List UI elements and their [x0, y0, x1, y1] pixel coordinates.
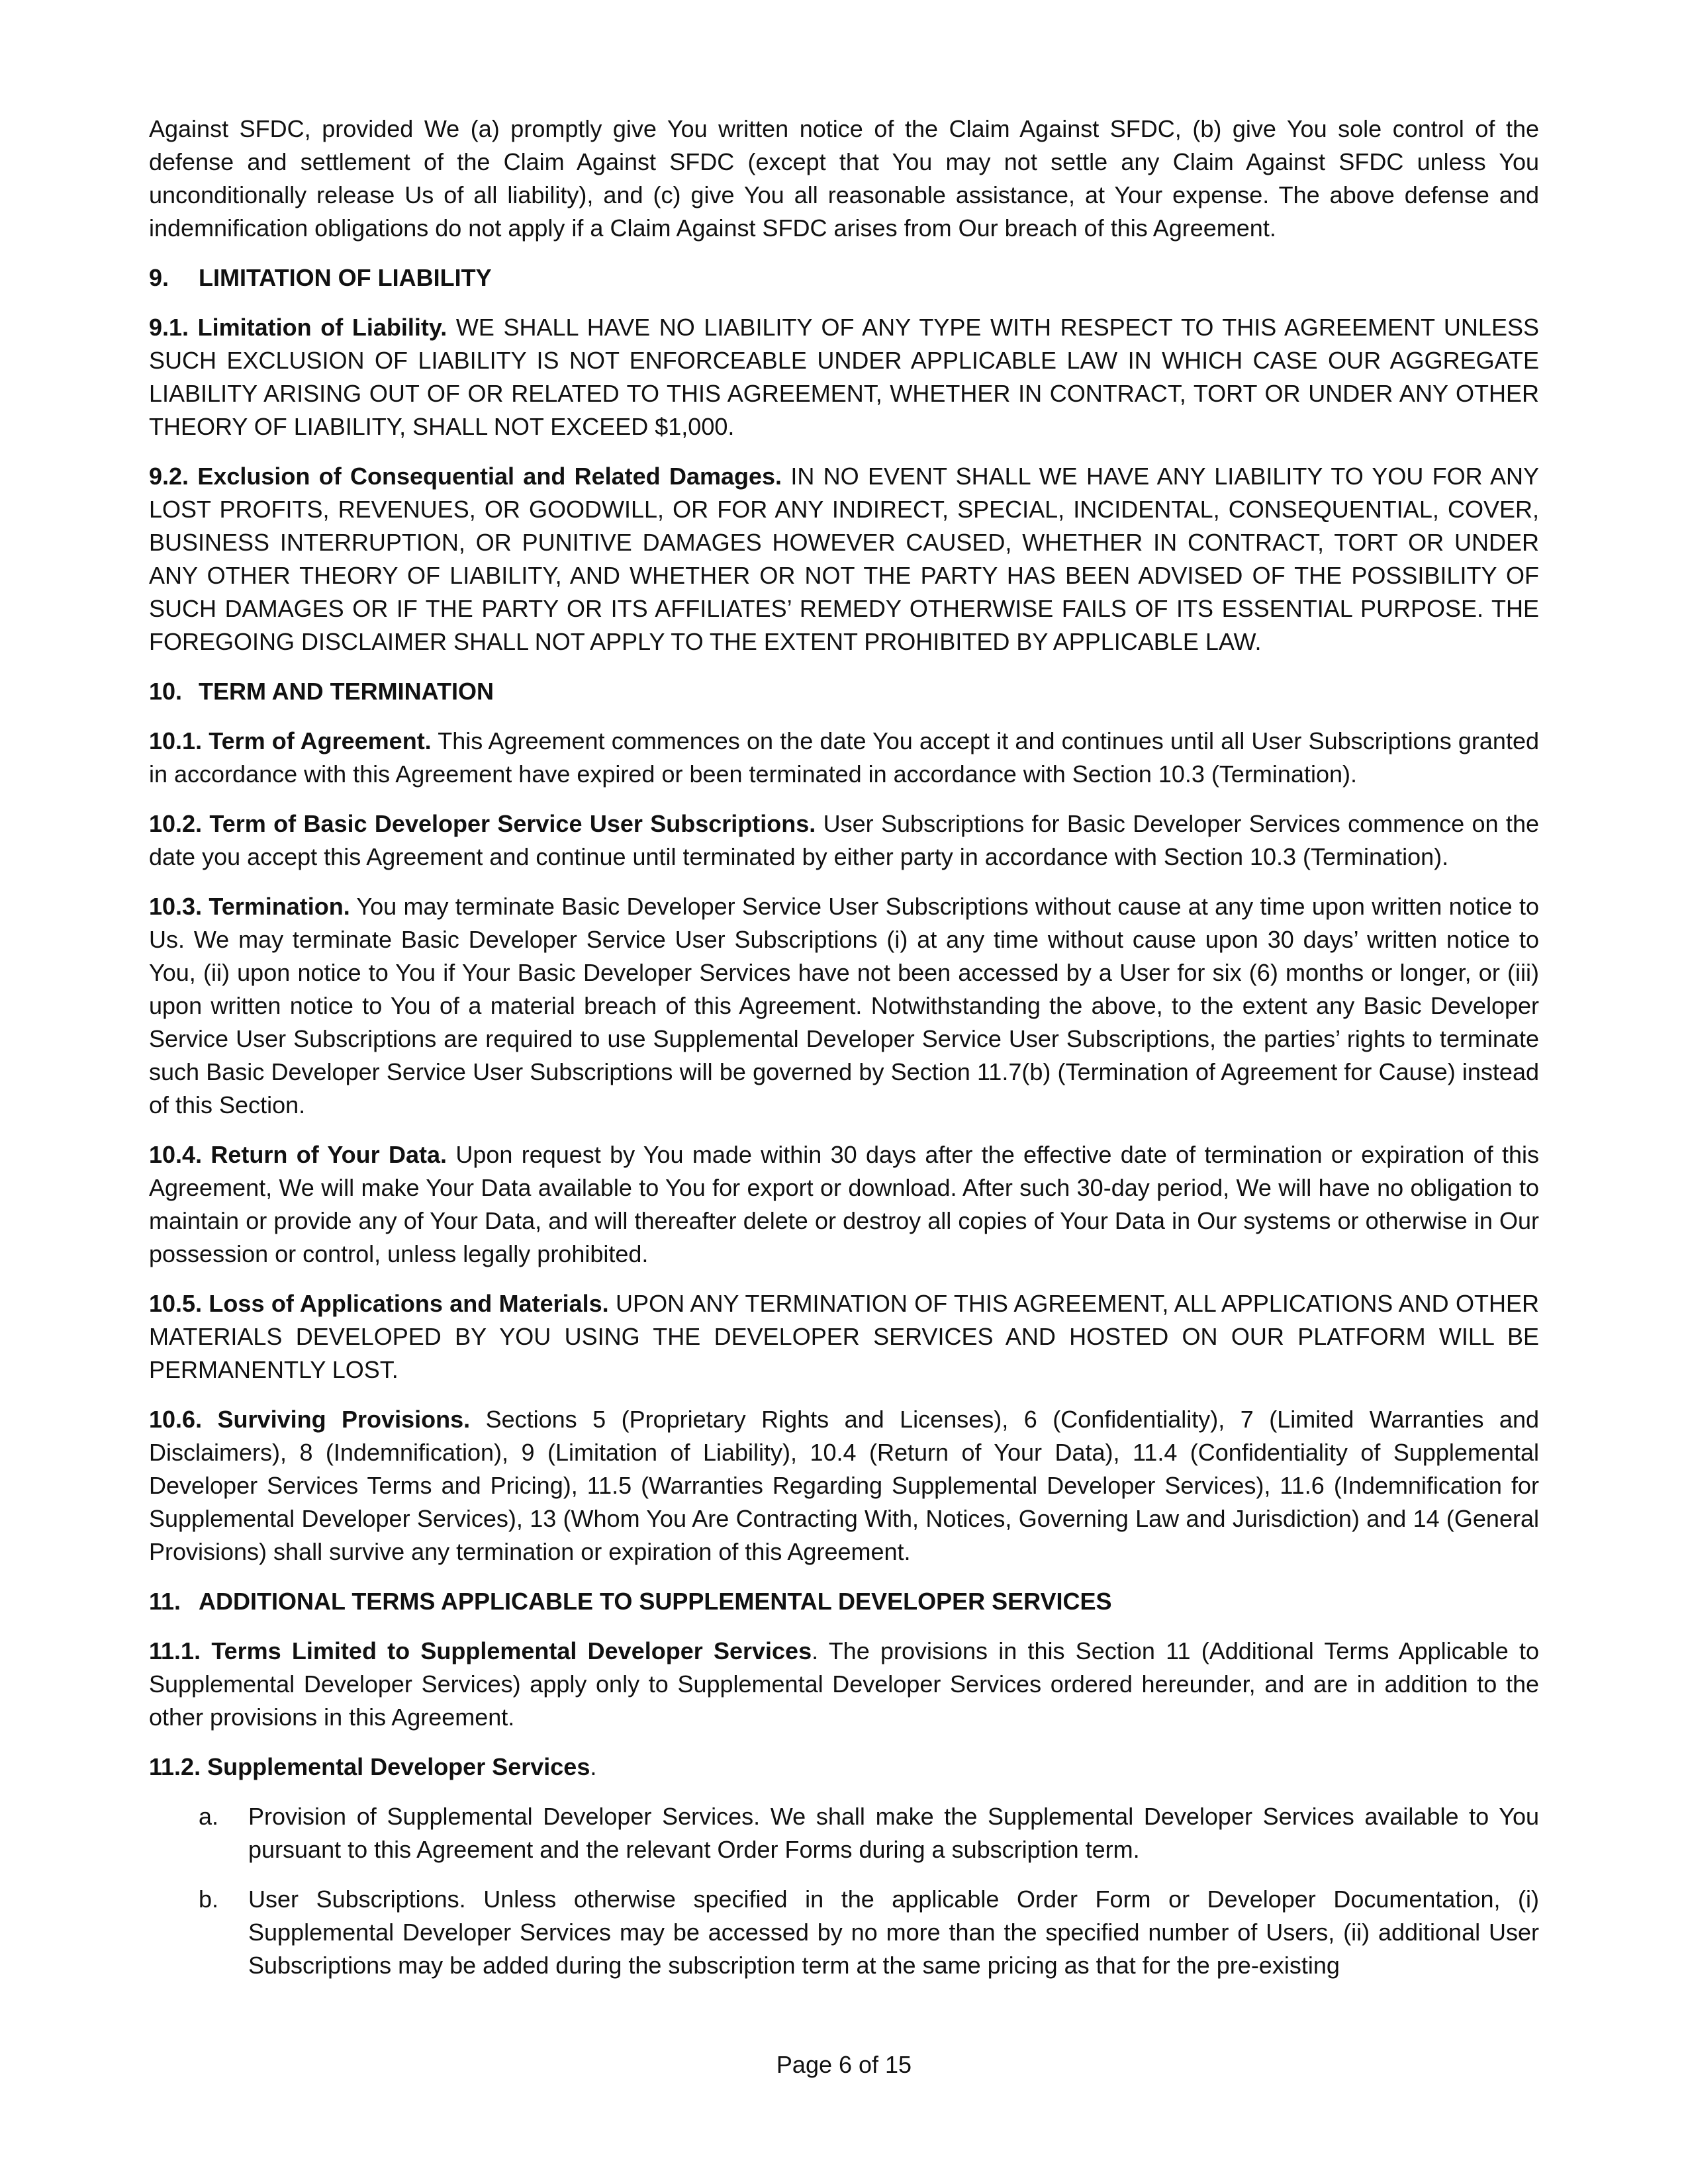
- section-number: 9.: [149, 264, 169, 291]
- clause-title: 9.1. Limitation of Liability.: [149, 314, 447, 341]
- section-title: ADDITIONAL TERMS APPLICABLE TO SUPPLEMENTAL DEVELOPER SERVICES: [199, 1588, 1112, 1615]
- clause-text: IN NO EVENT SHALL WE HAVE ANY LIABILITY TO YOU FOR ANY LOST PROFITS, REVENUES, OR GOODWILL, OR FOR ANY INDIRECT, SPECIAL, INCIDENTAL, CONSEQUENTIAL, COVER, BUSINESS INTERRUPTION, OR PUNITIVE DAMAGES HOWEVER CAUSED, WHETHER IN CONTRACT, TORT OR UNDER ANY OTHER THEORY OF LIABILITY, AND WHETHER OR NOT THE PARTY HAS BEEN ADVISED OF THE POSSIBILITY OF SUCH DAMAGES OR IF THE PARTY OR ITS AFFILIATES’ REMEDY OTHERWISE FAILS OF ITS ESSENTIAL PURPOSE. THE FOREGOING DISCLAIMER SHALL NOT APPLY TO THE EXTENT PROHIBITED BY APPLICABLE LAW.: [149, 463, 1539, 655]
- clause-title: 10.3. Termination.: [149, 893, 350, 920]
- clause-text: User Subscriptions for Basic Developer Services commence on the date you accept this Agreement and continue until terminated by either party in accordance with Section 10.3 (Termination).: [149, 810, 1539, 870]
- list-item: [149, 1800, 1539, 1866]
- clause-paragraph: [149, 725, 1539, 791]
- document-body: [149, 113, 1539, 1982]
- clause-paragraph: [149, 890, 1539, 1122]
- section-heading: [149, 261, 1539, 295]
- clause-paragraph: [149, 1138, 1539, 1271]
- list-marker: b.: [199, 1886, 219, 1913]
- clause-paragraph: [149, 460, 1539, 659]
- clause-paragraph: [149, 113, 1539, 245]
- section-heading: [149, 1585, 1539, 1618]
- section-heading: [149, 675, 1539, 708]
- section-number: 11.: [149, 1588, 181, 1615]
- clause-paragraph: [149, 1403, 1539, 1569]
- clause-title: 10.2. Term of Basic Developer Service User Subscriptions.: [149, 810, 816, 837]
- clause-text: WE SHALL HAVE NO LIABILITY OF ANY TYPE WITH RESPECT TO THIS AGREEMENT UNLESS SUCH EXCLUSION OF LIABILITY IS NOT ENFORCEABLE UNDER APPLICABLE LAW IN WHICH CASE OUR AGGREGATE LIABILITY ARISING OUT OF OR RELATED TO THIS AGREEMENT, WHETHER IN CONTRACT, TORT OR UNDER ANY OTHER THEORY OF LIABILITY, SHALL NOT EXCEED $1,000.: [149, 314, 1539, 440]
- section-title: TERM AND TERMINATION: [199, 678, 494, 705]
- clause-text: You may terminate Basic Developer Service User Subscriptions without cause at any time upon written notice to Us. We may terminate Basic Developer Service User Subscriptions (i) at any time without cause upon 30 days’ written notice to You, (ii) upon notice to You if Your Basic Developer Services have not been accessed by a User for six (6) months or longer, or (iii) upon written notice to You of a material breach of this Agreement. Notwithstanding the above, to the extent any Basic Developer Service User Subscriptions are required to use Supplemental Developer Service User Subscriptions, the parties’ rights to terminate such Basic Developer Service User Subscriptions will be governed by Section 11.7(b) (Termination of Agreement for Cause) instead of this Section.: [149, 893, 1539, 1118]
- clause-text: .: [590, 1753, 597, 1780]
- clause-title: 10.5. Loss of Applications and Materials.: [149, 1290, 609, 1317]
- clause-paragraph: [149, 1287, 1539, 1387]
- clause-title: 10.6. Surviving Provisions.: [149, 1406, 471, 1433]
- clause-title: 11.2. Supplemental Developer Services: [149, 1753, 590, 1780]
- list-item-text: User Subscriptions. Unless otherwise specified in the applicable Order Form or Developer Documentation, (i) Supplemental Developer Services may be accessed by no more than the specified number of Users, (ii) additional User Subscriptions may be added during the subscription term at the same pricing as that for the pre-existing: [248, 1886, 1539, 1979]
- clause-title: 10.4. Return of Your Data.: [149, 1141, 447, 1168]
- clause-title: 11.1. Terms Limited to Supplemental Developer Services: [149, 1637, 812, 1664]
- clause-paragraph: [149, 807, 1539, 874]
- clause-text: Against SFDC, provided We (a) promptly give You written notice of the Claim Against SFDC, (b) give You sole control of the defense and settlement of the Claim Against SFDC (except that You may not settle any Claim Against SFDC unless You unconditionally release Us of all liability), and (c) give You all reasonable assistance, at Your expense. The above defense and indemnification obligations do not apply if a Claim Against SFDC arises from Our breach of this Agreement.: [149, 115, 1539, 242]
- list-item: [149, 1883, 1539, 1982]
- section-title: LIMITATION OF LIABILITY: [199, 264, 492, 291]
- list-marker: a.: [199, 1803, 219, 1830]
- clause-paragraph: [149, 311, 1539, 443]
- clause-text: . The provisions in this Section 11 (Additional Terms Applicable to Supplemental Developer Services) apply only to Supplemental Developer Services ordered hereunder, and are in addition to the other provisions in this Agreement.: [149, 1637, 1539, 1731]
- clause-paragraph: [149, 1751, 1539, 1784]
- clause-text: Upon request by You made within 30 days after the effective date of termination or expiration of this Agreement, We will make Your Data available to You for export or download. After such 30-day period, We will have no obligation to maintain or provide any of Your Data, and will thereafter delete or destroy all copies of Your Data in Our systems or otherwise in Our possession or control, unless legally prohibited.: [149, 1141, 1540, 1267]
- list-item-text: Provision of Supplemental Developer Services. We shall make the Supplemental Developer Services available to You pursuant to this Agreement and the relevant Order Forms during a subscription term.: [248, 1803, 1539, 1863]
- clause-title: 10.1. Term of Agreement.: [149, 727, 432, 754]
- clause-text: This Agreement commences on the date You accept it and continues until all User Subscriptions granted in accordance with this Agreement have expired or been terminated in accordance with Section 10.3 (Termination).: [149, 727, 1539, 788]
- clause-title: 9.2. Exclusion of Consequential and Related Damages.: [149, 463, 782, 490]
- clause-paragraph: [149, 1635, 1539, 1734]
- clause-text: Sections 5 (Proprietary Rights and Licenses), 6 (Confidentiality), 7 (Limited Warranties and Disclaimers), 8 (Indemnification), 9 (Limitation of Liability), 10.4 (Return of Your Data), 11.4 (Confidentiality of Supplemental Developer Services Terms and Pricing), 11.5 (Warranties Regarding Supplemental Developer Services), 11.6 (Indemnification for Supplemental Developer Services), 13 (Whom You Are Contracting With, Notices, Governing Law and Jurisdiction) and 14 (General Provisions) shall survive any termination or expiration of this Agreement.: [149, 1406, 1539, 1565]
- clause-text: UPON ANY TERMINATION OF THIS AGREEMENT, ALL APPLICATIONS AND OTHER MATERIALS DEVELOPED BY YOU USING THE DEVELOPER SERVICES AND HOSTED ON OUR PLATFORM WILL BE PERMANENTLY LOST.: [149, 1290, 1539, 1383]
- page-number: Page 6 of 15: [776, 2051, 912, 2078]
- section-number: 10.: [149, 678, 183, 705]
